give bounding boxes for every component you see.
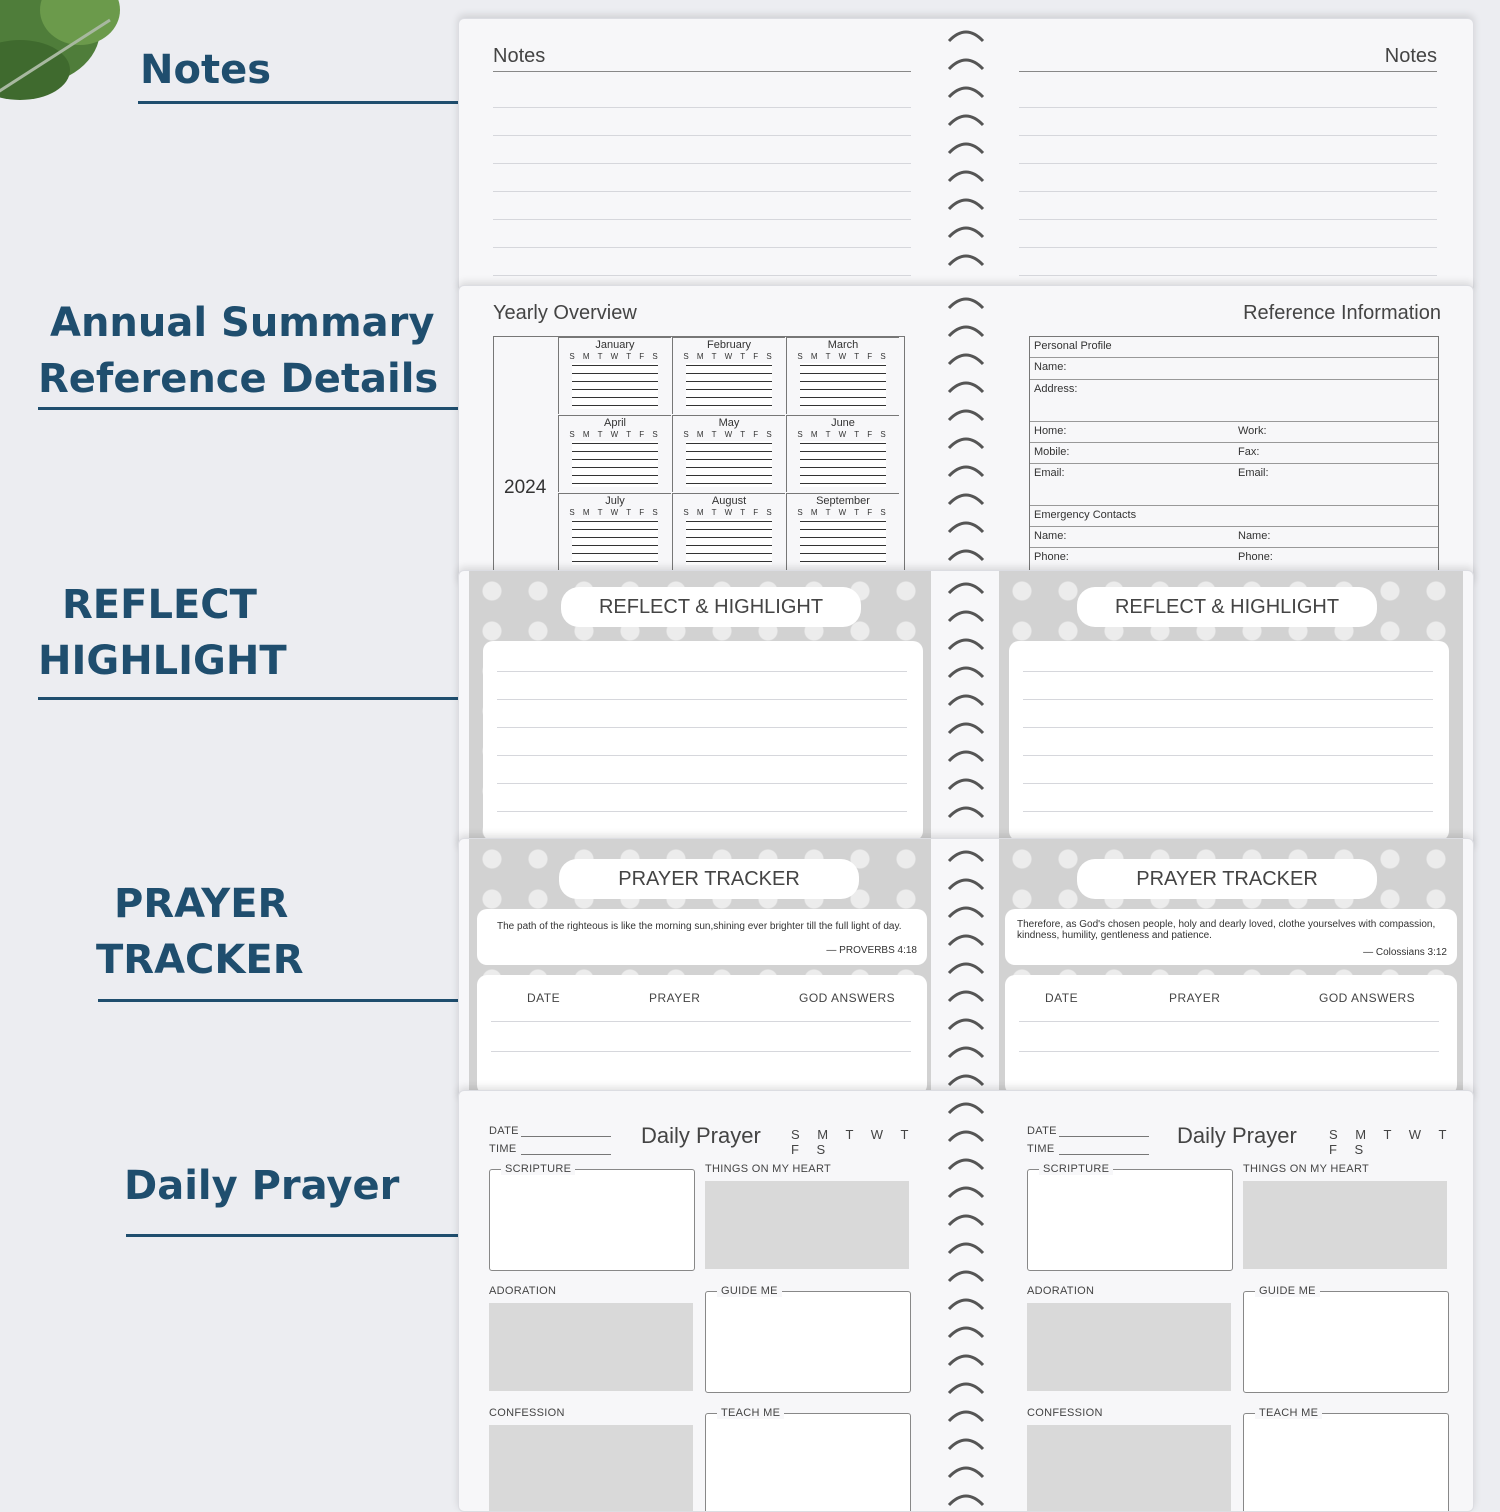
day-cells bbox=[572, 441, 658, 487]
reflect-highlight-spread bbox=[458, 570, 1474, 852]
ruled-line bbox=[497, 755, 907, 756]
ruled-line bbox=[1019, 275, 1437, 276]
ruled-line bbox=[1019, 247, 1437, 248]
ec-phone-label: Phone: bbox=[1034, 551, 1069, 563]
adoration-box bbox=[489, 1303, 693, 1391]
scripture-quote: Therefore, as God's chosen people, holy and dearly loved, clothe yourselves with compassion, kindness, humility, gentleness and patience. bbox=[1017, 919, 1436, 941]
col-date: DATE bbox=[1045, 991, 1079, 1005]
spiral-binding bbox=[941, 839, 991, 1101]
yearly-reference-spread bbox=[458, 285, 1474, 587]
teach-me-label: TEACH ME bbox=[1255, 1407, 1322, 1419]
callout-prayer-label-1: PRAYER bbox=[114, 881, 289, 927]
scripture-label: SCRIPTURE bbox=[1039, 1163, 1113, 1175]
month-name: April bbox=[603, 417, 626, 429]
reflect-left-page bbox=[469, 571, 931, 851]
adoration-label: ADORATION bbox=[1027, 1285, 1095, 1297]
weekday-header: S M T W T F S bbox=[683, 508, 775, 517]
ruled-line bbox=[493, 163, 911, 164]
month-name: June bbox=[831, 417, 855, 429]
reference-title: Reference Information bbox=[1243, 302, 1441, 324]
month-name: May bbox=[718, 417, 740, 429]
guide-me-box bbox=[705, 1291, 911, 1393]
notes-right-title: Notes bbox=[1384, 45, 1437, 67]
month-april bbox=[558, 415, 671, 492]
day-cells bbox=[686, 441, 772, 487]
ruled-line bbox=[1019, 107, 1437, 108]
daily-prayer-title: Daily Prayer bbox=[1177, 1123, 1297, 1148]
month-september bbox=[786, 493, 899, 570]
callout-daily-prayer bbox=[0, 1158, 520, 1248]
ruled-line bbox=[1019, 219, 1437, 220]
spiral-binding bbox=[941, 19, 991, 291]
time-label: TIME bbox=[489, 1143, 517, 1155]
title-rule bbox=[1019, 71, 1437, 72]
month-february bbox=[672, 337, 785, 414]
month-name: July bbox=[605, 495, 625, 507]
home-row bbox=[1030, 421, 1438, 437]
month-name: August bbox=[711, 495, 747, 507]
prayer-tracker-left-title: PRAYER TRACKER bbox=[559, 859, 859, 899]
ruled-line bbox=[497, 783, 907, 784]
mobile-row bbox=[1030, 442, 1438, 458]
ruled-line bbox=[1019, 163, 1437, 164]
callout-daily-label: Daily Prayer bbox=[124, 1163, 400, 1209]
spiral-binding bbox=[941, 571, 991, 851]
mobile-label: Mobile: bbox=[1034, 446, 1070, 458]
weekday-header: S M T W T F S bbox=[683, 430, 775, 439]
reference-information-page bbox=[999, 286, 1473, 586]
ruled-line bbox=[491, 1051, 911, 1052]
time-label: TIME bbox=[1027, 1143, 1055, 1155]
callout-prayer-label-2: TRACKER bbox=[96, 937, 304, 983]
things-on-heart-box bbox=[705, 1181, 909, 1269]
ruled-line bbox=[1023, 727, 1433, 728]
reflect-right-page bbox=[999, 571, 1463, 851]
scripture-quote-box bbox=[1005, 909, 1457, 965]
date-label: DATE bbox=[489, 1125, 519, 1137]
weekday-header: S M T W T F S bbox=[797, 352, 889, 361]
scripture-quote-box bbox=[477, 909, 927, 965]
callout-prayer-tracker bbox=[0, 876, 520, 1016]
col-god-answers: GOD ANSWERS bbox=[1319, 991, 1416, 1005]
address-row bbox=[1030, 379, 1438, 395]
daily-prayer-left-page bbox=[459, 1091, 929, 1511]
reflect-right-title: REFLECT & HIGHLIGHT bbox=[1077, 587, 1377, 627]
day-cells bbox=[800, 519, 886, 565]
ec-phone-row bbox=[1030, 547, 1438, 563]
scripture-reference: — Colossians 3:12 bbox=[1363, 947, 1447, 958]
weekday-header: S M T W T F S bbox=[797, 430, 889, 439]
callout-annual-label-1: Annual Summary bbox=[50, 300, 435, 346]
ruled-line bbox=[1023, 811, 1433, 812]
ruled-line bbox=[497, 699, 907, 700]
emergency-contacts-label: Emergency Contacts bbox=[1034, 509, 1137, 521]
date-label: DATE bbox=[1027, 1125, 1057, 1137]
date-line bbox=[521, 1136, 611, 1137]
day-cells bbox=[686, 363, 772, 409]
callout-reflect-label-1: REFLECT bbox=[62, 582, 257, 628]
reflect-right-writing-area bbox=[1009, 641, 1449, 841]
prayer-tracker-spread bbox=[458, 838, 1474, 1102]
month-august bbox=[672, 493, 785, 570]
month-january bbox=[558, 337, 671, 414]
ruled-line bbox=[1023, 783, 1433, 784]
date-line bbox=[1059, 1136, 1149, 1137]
scripture-quote: The path of the righteous is like the morning sun,shining ever brighter till the full light of day. bbox=[497, 921, 902, 932]
weekday-header: S M T W T F S bbox=[683, 352, 775, 361]
emergency-row bbox=[1030, 505, 1438, 521]
day-cells bbox=[800, 363, 886, 409]
confession-box bbox=[1027, 1425, 1231, 1512]
things-on-heart-box bbox=[1243, 1181, 1447, 1269]
callout-reflect-highlight bbox=[0, 577, 520, 717]
notes-left-title: Notes bbox=[493, 45, 546, 67]
guide-me-label: GUIDE ME bbox=[717, 1285, 782, 1297]
title-rule bbox=[493, 71, 911, 72]
daily-prayer-title: Daily Prayer bbox=[641, 1123, 761, 1148]
col-prayer: PRAYER bbox=[649, 991, 701, 1005]
reflect-left-writing-area bbox=[483, 641, 923, 841]
teach-me-box bbox=[1243, 1413, 1449, 1512]
weekday-header: S M T W T F S bbox=[569, 352, 661, 361]
spiral-binding bbox=[941, 1091, 991, 1511]
name-label: Name: bbox=[1034, 361, 1067, 373]
teach-me-label: TEACH ME bbox=[717, 1407, 784, 1419]
reflect-left-title: REFLECT & HIGHLIGHT bbox=[561, 587, 861, 627]
reference-form bbox=[1029, 336, 1439, 578]
weekday-header: S M T W T F S bbox=[569, 508, 661, 517]
notes-right-page bbox=[999, 19, 1473, 291]
things-on-heart-label: THINGS ON MY HEART bbox=[1243, 1163, 1370, 1175]
col-god-answers: GOD ANSWERS bbox=[799, 991, 896, 1005]
ec-name-row bbox=[1030, 526, 1438, 542]
prayer-table bbox=[1005, 975, 1457, 1095]
weekday-selector: S M T W T F S bbox=[1329, 1127, 1454, 1157]
email-row bbox=[1030, 463, 1438, 479]
weekday-selector: S M T W T F S bbox=[791, 1127, 916, 1157]
yearly-overview-page bbox=[459, 286, 929, 586]
callout-annual-label-2: Reference Details bbox=[38, 356, 439, 402]
month-name: January bbox=[595, 339, 635, 351]
weekday-header: S M T W T F S bbox=[797, 508, 889, 517]
ruled-line bbox=[1019, 1051, 1439, 1052]
ruled-line bbox=[493, 219, 911, 220]
ec-name-label-2: Name: bbox=[1238, 530, 1271, 542]
callout-notes-label: Notes bbox=[140, 47, 272, 93]
ruled-line bbox=[1023, 671, 1433, 672]
ec-name-label: Name: bbox=[1034, 530, 1067, 542]
ruled-line bbox=[1019, 191, 1437, 192]
spiral-binding bbox=[941, 286, 991, 586]
callout-reflect-label-2: HIGHLIGHT bbox=[38, 638, 287, 684]
callout-line bbox=[38, 407, 498, 410]
confession-label: CONFESSION bbox=[1027, 1407, 1103, 1419]
ruled-line bbox=[1023, 755, 1433, 756]
month-march bbox=[786, 337, 899, 414]
ruled-line bbox=[1023, 699, 1433, 700]
ruled-line bbox=[493, 135, 911, 136]
ruled-line bbox=[1019, 135, 1437, 136]
scripture-label: SCRIPTURE bbox=[501, 1163, 575, 1175]
col-date: DATE bbox=[527, 991, 561, 1005]
daily-prayer-right-page bbox=[999, 1091, 1473, 1511]
scripture-box bbox=[489, 1169, 695, 1271]
month-july bbox=[558, 493, 671, 570]
notes-left-page bbox=[459, 19, 929, 291]
time-line bbox=[1059, 1154, 1149, 1155]
callout-line bbox=[98, 999, 498, 1002]
guide-me-label: GUIDE ME bbox=[1255, 1285, 1320, 1297]
teach-me-box bbox=[705, 1413, 911, 1512]
guide-me-box bbox=[1243, 1291, 1449, 1393]
month-may bbox=[672, 415, 785, 492]
email-label: Email: bbox=[1034, 467, 1065, 479]
ruled-line bbox=[493, 247, 911, 248]
email-label-2: Email: bbox=[1238, 467, 1269, 479]
month-june bbox=[786, 415, 899, 492]
ruled-line bbox=[497, 671, 907, 672]
month-name: March bbox=[827, 339, 859, 351]
prayer-table bbox=[477, 975, 927, 1095]
daily-prayer-spread bbox=[458, 1090, 1474, 1512]
address-label: Address: bbox=[1034, 383, 1078, 395]
ec-phone-label-2: Phone: bbox=[1238, 551, 1273, 563]
prayer-tracker-left-page bbox=[469, 839, 931, 1101]
yearly-calendar-grid bbox=[493, 336, 905, 578]
confession-label: CONFESSION bbox=[489, 1407, 565, 1419]
day-cells bbox=[572, 363, 658, 409]
name-row bbox=[1030, 357, 1438, 373]
callout-line bbox=[126, 1234, 498, 1237]
notes-spread bbox=[458, 18, 1474, 292]
ruled-line bbox=[493, 191, 911, 192]
day-cells bbox=[572, 519, 658, 565]
prayer-tracker-right-title: PRAYER TRACKER bbox=[1077, 859, 1377, 899]
confession-box bbox=[489, 1425, 693, 1512]
prayer-tracker-right-page bbox=[999, 839, 1463, 1101]
ruled-line bbox=[497, 811, 907, 812]
home-label: Home: bbox=[1034, 425, 1067, 437]
day-cells bbox=[686, 519, 772, 565]
fax-label: Fax: bbox=[1238, 446, 1260, 458]
scripture-reference: — PROVERBS 4:18 bbox=[826, 945, 917, 956]
callout-line bbox=[138, 101, 498, 104]
ruled-line bbox=[493, 107, 911, 108]
callout-annual-summary bbox=[0, 295, 520, 425]
things-on-heart-label: THINGS ON MY HEART bbox=[705, 1163, 832, 1175]
personal-profile-label: Personal Profile bbox=[1034, 340, 1112, 352]
ruled-line bbox=[493, 275, 911, 276]
year-label: 2024 bbox=[504, 477, 547, 498]
scripture-box bbox=[1027, 1169, 1233, 1271]
month-name: September bbox=[816, 495, 870, 507]
col-prayer: PRAYER bbox=[1169, 991, 1221, 1005]
yearly-overview-title: Yearly Overview bbox=[493, 302, 637, 324]
work-label: Work: bbox=[1238, 425, 1267, 437]
weekday-header: S M T W T F S bbox=[569, 430, 661, 439]
ruled-line bbox=[1019, 1021, 1439, 1022]
callout-notes bbox=[0, 40, 520, 120]
day-cells bbox=[800, 441, 886, 487]
adoration-box bbox=[1027, 1303, 1231, 1391]
callout-line bbox=[38, 697, 498, 700]
ruled-line bbox=[491, 1021, 911, 1022]
time-line bbox=[521, 1154, 611, 1155]
month-name: February bbox=[706, 339, 752, 351]
ruled-line bbox=[497, 727, 907, 728]
adoration-label: ADORATION bbox=[489, 1285, 557, 1297]
